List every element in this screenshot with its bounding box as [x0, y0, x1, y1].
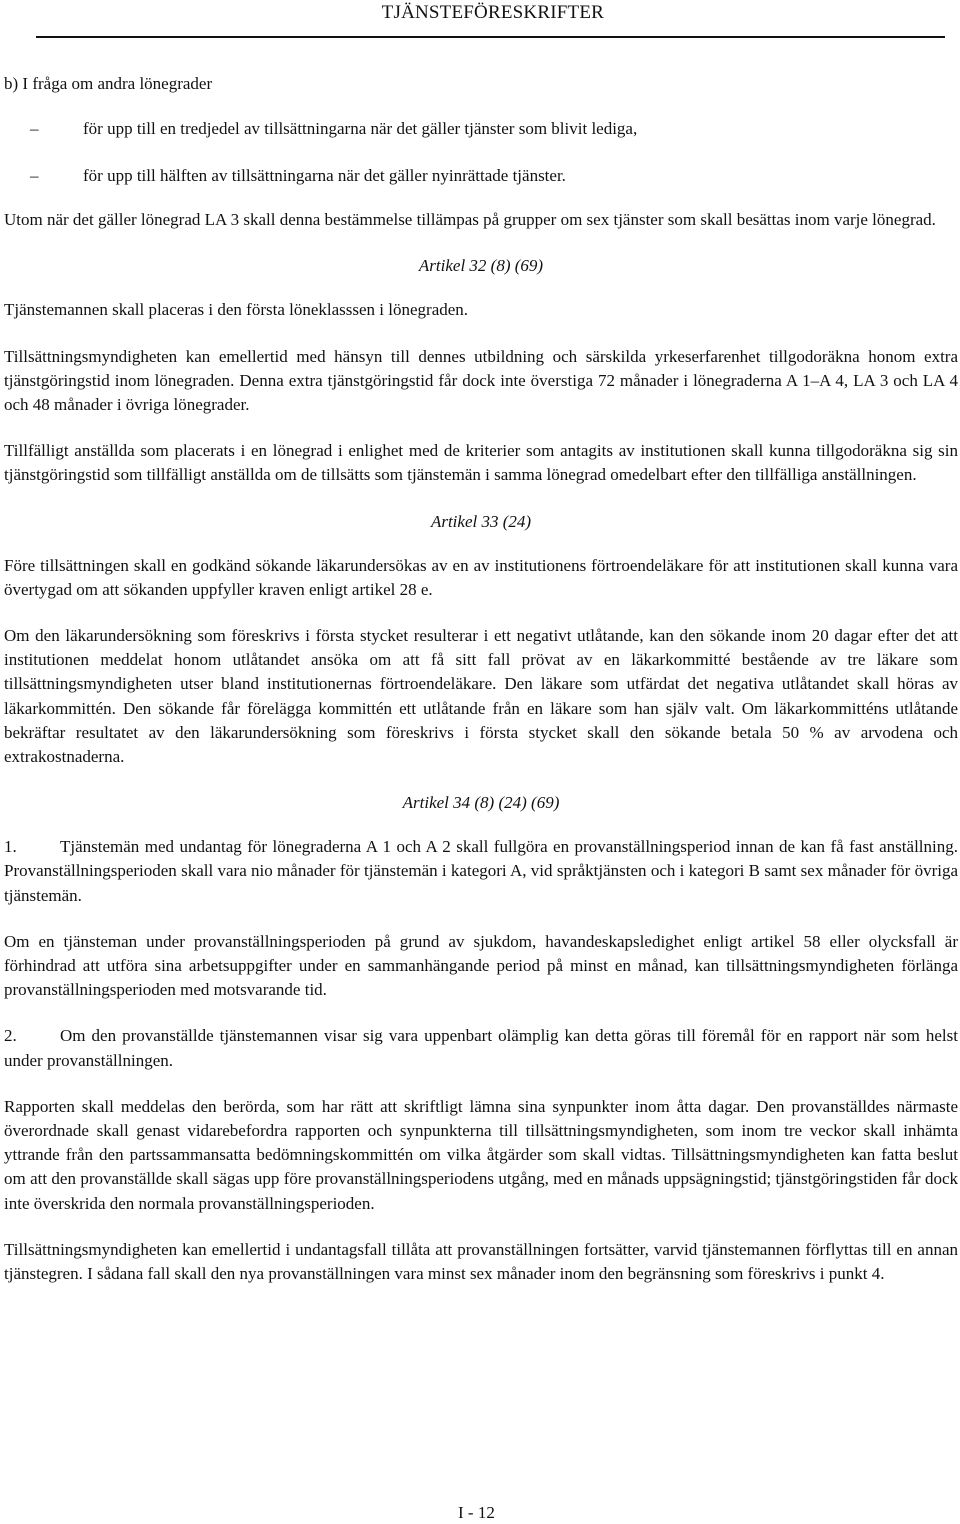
- article-34-paragraph-3: [4, 1024, 958, 1072]
- article-32-paragraph-3: Tillfälligt anställda som placerats i en lönegrad i enlighet med de kriterier som antagits av institutionen skall kunna tillgodoräkna sig sin tjänstgöringstid som tillfälligt anställda om de tillsätts som tjänstemän i samma lönegrad omedelbart efter den tillfälliga anställningen.: [4, 441, 958, 485]
- article-34-paragraph-4: Rapporten skall meddelas den berörda, som har rätt att skriftligt lämna sina synpunkter inom åtta dagar. Den provanställdes närmaste överordnade skall genast vidarebefordra rapporten och synpunkterna till tillsättningsmyndigheten, som inom tre veckor skall inhämta yttrande från den partssammansatta bedömningskommittén om vilka åtgärder som skall vidtas. Tillsättningsmyndigheten kan fatta beslut om att den provanställde skall sägas upp före provanställningsperiodens utgång, med en månads uppsägningstid; tjänstgöringstiden får dock inte överskrida den normala provanställningsperioden.: [4, 1096, 958, 1213]
- article-33-paragraph-2: Om den läkarundersökning som föreskrivs i första stycket resulterar i ett negativt utlåtande, kan den sökande inom 20 dagar efter det att institutionen meddelat honom utlåtandet ansöka om att få sitt fall prövat av en läkarkommitté bestående av tre läkare som tillsättningsmyndigheten utser bland institutionernas förtroendeläkare. Den läkare som utfärdat det negativa utlåtandet skall höras av läkarkommittén. Den sökande får förelägga kommittén ett utlåtande från en läkare som han själv valt. Om läkarkommitténs utlåtande bekräftar resultatet av den läkarundersökning som föreskrivs i första stycket skall den sökande betala 50 % av arvodena och extrakostnaderna.: [4, 626, 958, 767]
- point-number: 2.: [4, 1026, 17, 1046]
- point-number: 1.: [4, 837, 17, 857]
- point-text: Tjänstemän med undantag för lönegraderna A 1 och A 2 skall fullgöra en provanställningsperiod innan de kan få fast anställning. Provanställningsperioden skall vara nio månader för tjänstemän i kategori A, vid språktjänsten och i kategori B samt sex månader för övriga tjänstemän.: [4, 837, 958, 905]
- list-item-text: för upp till en tredjedel av tillsättningarna när det gäller tjänster som blivit lediga,: [83, 119, 638, 139]
- article-32-paragraph-1: Tjänstemannen skall placeras i den första löneklasssen i lönegraden.: [4, 300, 469, 320]
- article-32-heading: Artikel 32 (8) (69): [418, 256, 544, 276]
- article-34-paragraph-2: Om en tjänsteman under provanställningsperioden på grund av sjukdom, havandeskapsledighet enligt artikel 58 eller olycksfall är förhindrad att utföra sina arbetsuppgifter under en sammanhängande period på minst en månad, kan tillsättningsmyndigheten förlänga provanställningsperioden med motsvarande tid.: [4, 931, 958, 1000]
- article-32-paragraph-2: Tillsättningsmyndigheten kan emellertid med hänsyn till dennes utbildning och särskilda yrkeserfarenhet tillgodoräkna honom extra tjänstgöringstid inom lönegraden. Denna extra tjänstgöringstid får dock inte överstiga 72 månader i lönegraderna A 1–A 4, LA 3 och LA 4 och 48 månader i övriga lönegrader.: [4, 346, 958, 415]
- point-text: Om den provanställde tjänstemannen visar sig vara uppenbart olämplig kan detta göras till föremål för en rapport när som helst under provanställningen.: [4, 1026, 958, 1070]
- article-34-heading: Artikel 34 (8) (24) (69): [402, 793, 560, 813]
- page-number: I - 12: [458, 1503, 495, 1522]
- article-33-heading: Artikel 33 (24): [430, 511, 532, 531]
- header-divider: [36, 36, 945, 38]
- list-item-text: för upp till hälften av tillsättningarna när det gäller nyinrättade tjänster.: [83, 166, 566, 186]
- running-header-title: TJÄNSTEFÖRESKRIFTER: [381, 2, 604, 23]
- section-b-heading: b) I fråga om andra lönegrader: [4, 74, 213, 93]
- dash-bullet: –: [30, 119, 39, 139]
- section-b-note: Utom när det gäller lönegrad LA 3 skall denna bestämmelse tillämpas på grupper om sex tjänster som skall besättas inom varje lönegrad.: [4, 210, 936, 230]
- list-item: [30, 164, 958, 188]
- article-33-paragraph-1: Före tillsättningen skall en godkänd sökande läkarundersökas av en av institutionens förtroendeläkare för att institutionen skall kunna vara övertygad om att sökanden uppfyller kraven enligt artikel 28 e.: [4, 555, 958, 599]
- document-body: [4, 72, 958, 1286]
- dash-bullet: –: [30, 166, 39, 186]
- article-34-paragraph-5: Tillsättningsmyndigheten kan emellertid i undantagsfall tillåta att provanställningen fortsätter, varvid tjänstemannen förflyttas till en annan tjänstegren. I sådana fall skall den nya provanställningen vara minst sex månader inom den begränsning som föreskrivs i punkt 4.: [4, 1239, 958, 1284]
- article-34-paragraph-1: [4, 835, 958, 908]
- list-item: [30, 117, 958, 141]
